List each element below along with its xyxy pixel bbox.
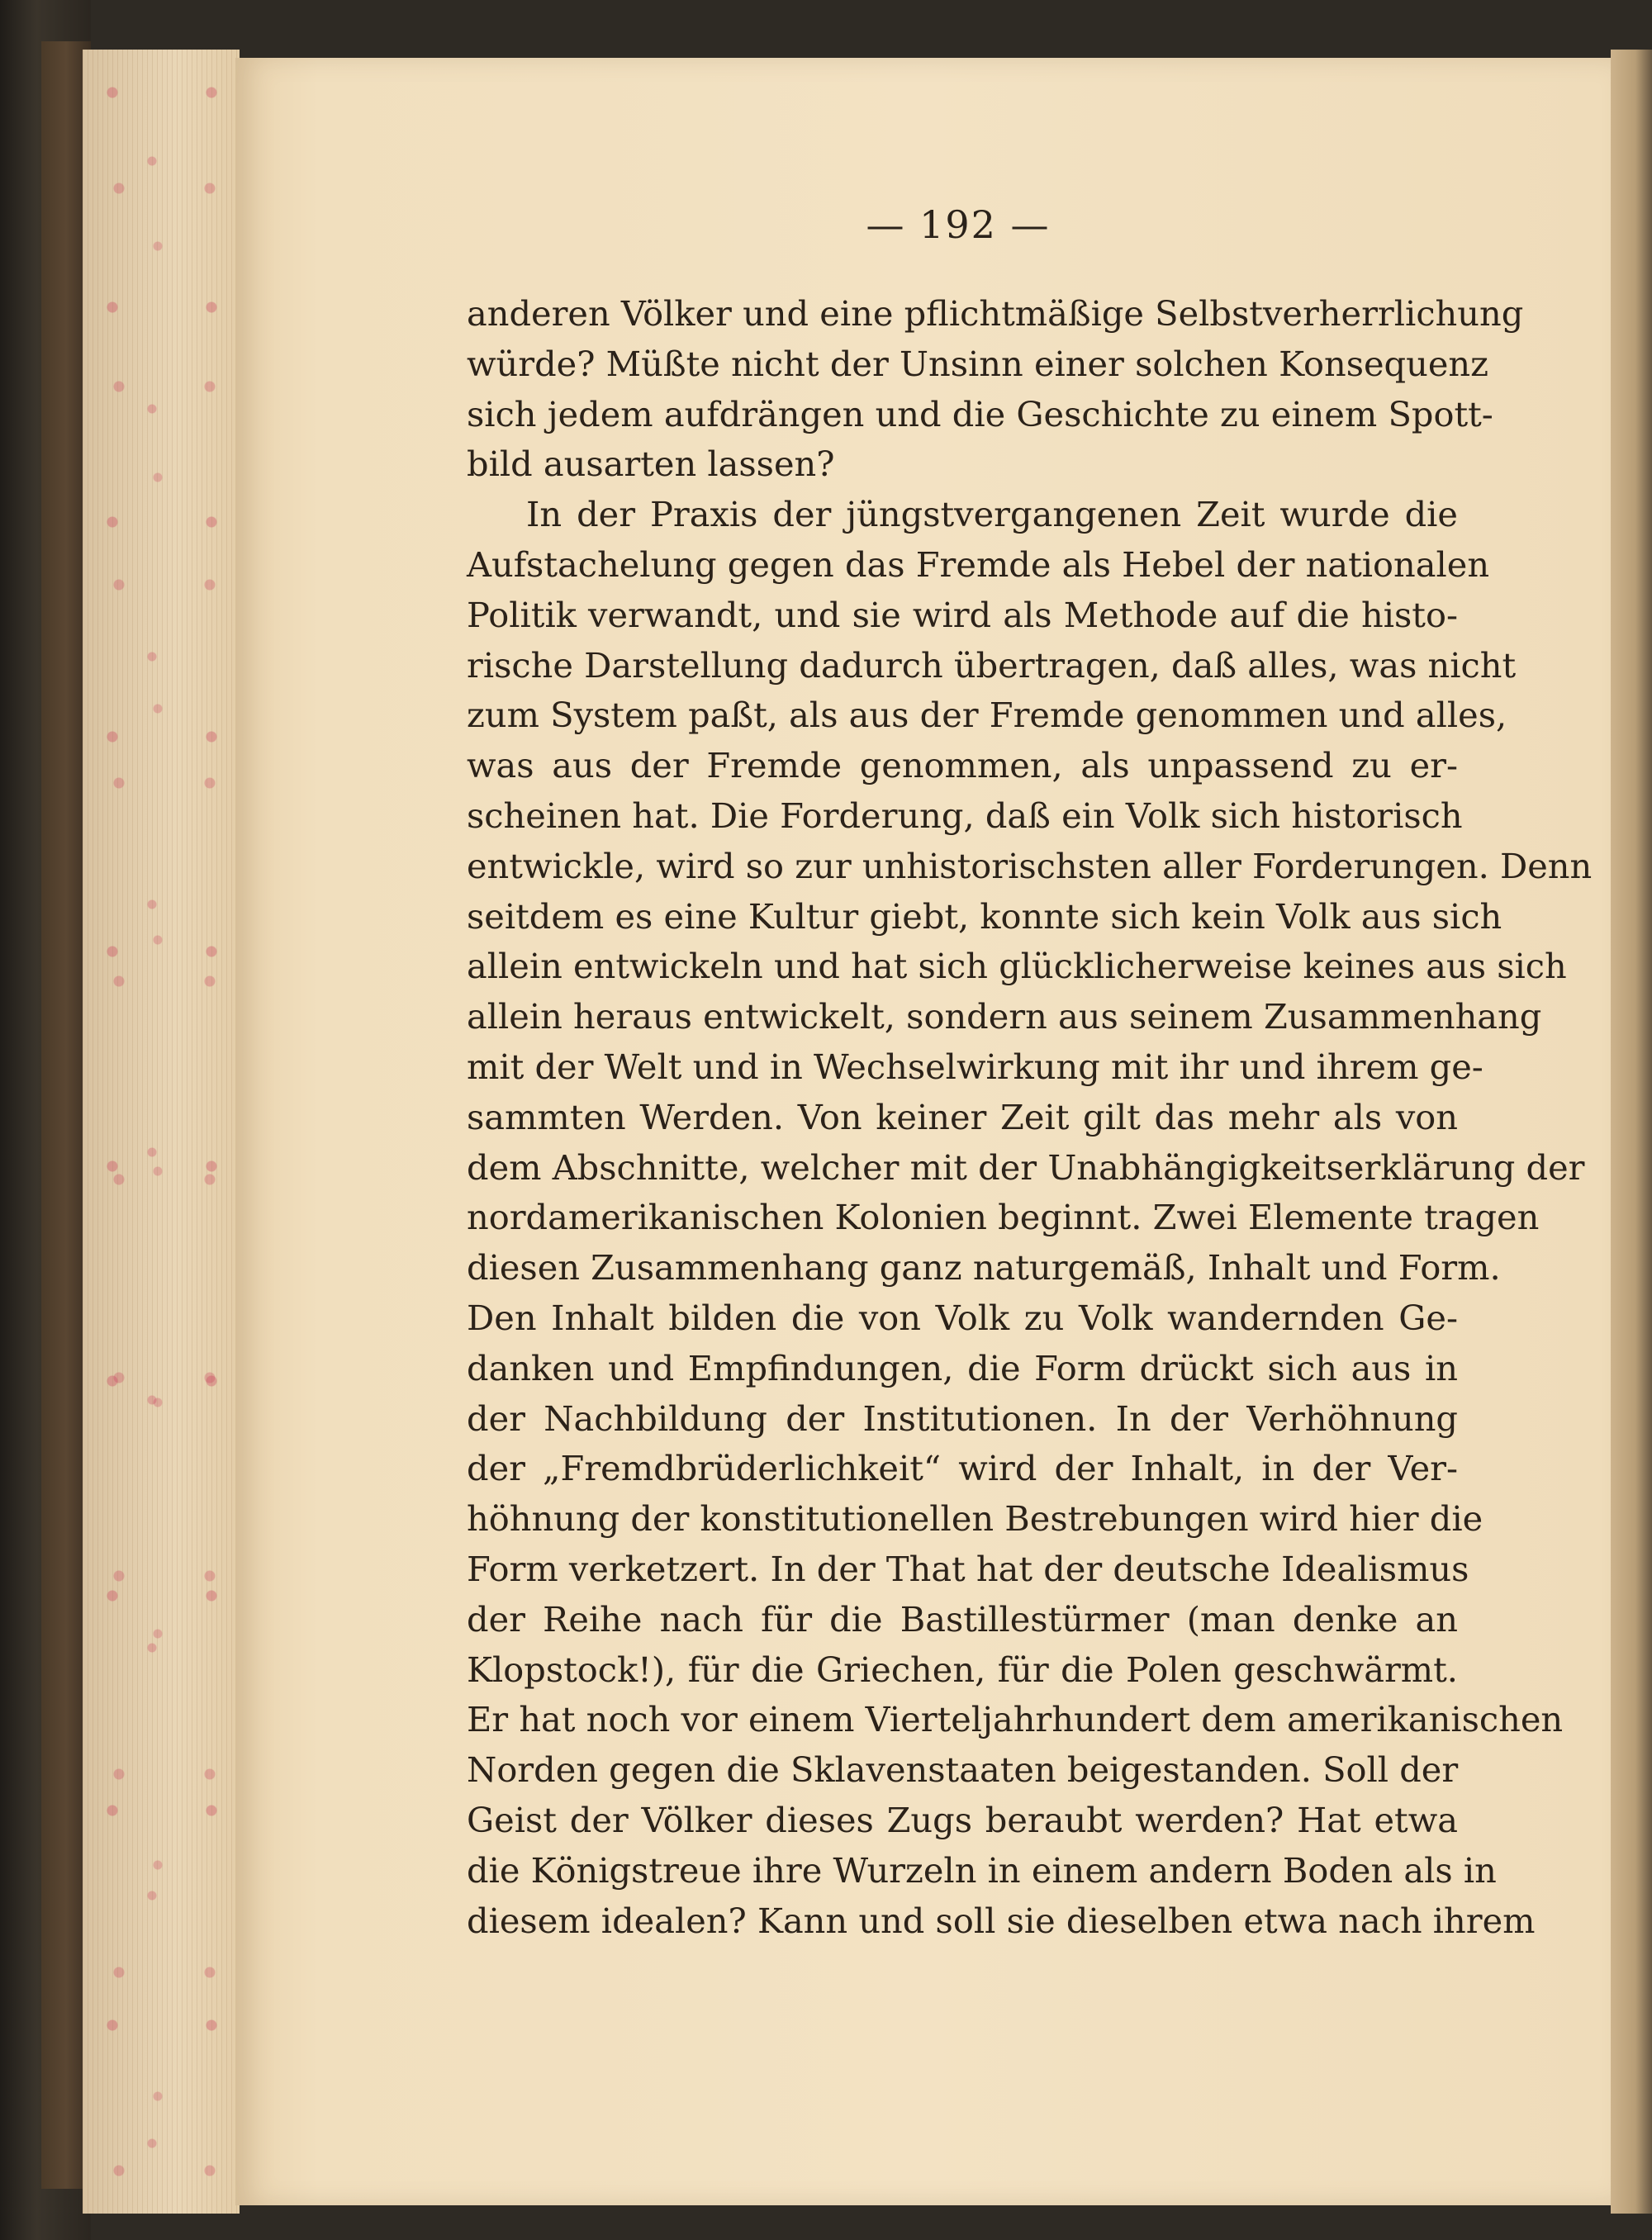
text-line: würde? Müßte nicht der Unsinn einer solchen Konsequenz: [467, 343, 1488, 384]
text-line: höhnung der konstitutionellen Bestrebungen wird hier die: [467, 1498, 1483, 1540]
text-line: allein entwickeln und hat sich glücklicherweise keines aus sich: [467, 946, 1567, 987]
text-line: scheinen hat. Die Forderung, daß ein Volk sich historisch: [467, 795, 1463, 836]
text-line: Norden gegen die Sklavenstaaten beigestanden. Soll der: [467, 1749, 1459, 1791]
text-line: die Königstreue ihre Wurzeln in einem andern Boden als in: [467, 1849, 1497, 1891]
text-line: der Reihe nach für die Bastillestürmer (man denke an: [467, 1598, 1458, 1640]
text-line: seitdem es eine Kultur giebt, konnte sich kein Volk aus sich: [467, 895, 1502, 937]
text-line: entwickle, wird so zur unhistorischsten aller Forderungen. Denn: [467, 845, 1593, 886]
text-line: Politik verwandt, und sie wird als Methode auf die histo-: [467, 594, 1458, 635]
text-line: anderen Völker und eine pflichtmäßige Selbstverherrlichung: [467, 293, 1524, 334]
text-line: danken und Empfindungen, die Form drückt sich aus in: [467, 1347, 1458, 1388]
text-line: Geist der Völker dieses Zugs beraubt werden? Hat etwa: [467, 1799, 1458, 1840]
text-line: mit der Welt und in Wechselwirkung mit ihr und ihrem ge-: [467, 1046, 1483, 1087]
text-line: der „Fremdbrüderlichkeit“ wird der Inhalt, in der Ver-: [467, 1448, 1458, 1489]
text-line: zum System paßt, als aus der Fremde genommen und alles,: [467, 695, 1507, 736]
text-line: Den Inhalt bilden die von Volk zu Volk wandernden Ge-: [467, 1297, 1458, 1338]
text-line: sammten Werden. Von keiner Zeit gilt das mehr als von: [467, 1096, 1458, 1137]
page-edges: [83, 50, 240, 2214]
text-line: Er hat noch vor einem Vierteljahrhundert dem amerikanischen: [467, 1699, 1564, 1740]
text-line: was aus der Fremde genommen, als unpassend zu er-: [467, 745, 1458, 786]
page-number: — 192 —: [866, 202, 1051, 247]
text-line: der Nachbildung der Institutionen. In der Verhöhnung: [467, 1398, 1458, 1439]
text-line: Form verketzert. In der That hat der deutsche Idealismus: [467, 1548, 1469, 1589]
text-line: allein heraus entwickelt, sondern aus seinem Zusammenhang: [467, 996, 1542, 1037]
right-page-edge: [1611, 50, 1652, 2214]
text-line: sich jedem aufdrängen und die Geschichte zu einem Spott-: [467, 393, 1493, 434]
text-line: diesem idealen? Kann und soll sie dieselben etwa nach ihrem: [467, 1900, 1536, 1941]
paragraph-start-line: In der Praxis der jüngstvergangenen Zeit wurde die: [526, 494, 1458, 535]
text-line: Klopstock!), für die Griechen, für die Polen geschwärmt.: [467, 1649, 1458, 1690]
text-line: rische Darstellung dadurch übertragen, daß alles, was nicht: [467, 644, 1517, 686]
text-line: Aufstachelung gegen das Fremde als Hebel der nationalen: [467, 543, 1490, 585]
text-line: diesen Zusammenhang ganz naturgemäß, Inhalt und Form.: [467, 1247, 1501, 1288]
text-line: dem Abschnitte, welcher mit der Unabhängigkeitserklärung der: [467, 1146, 1585, 1188]
body-text: [467, 289, 1593, 1946]
text-line: bild ausarten lassen?: [467, 444, 835, 485]
text-line: nordamerikanischen Kolonien beginnt. Zwei Elemente tragen: [467, 1197, 1540, 1238]
